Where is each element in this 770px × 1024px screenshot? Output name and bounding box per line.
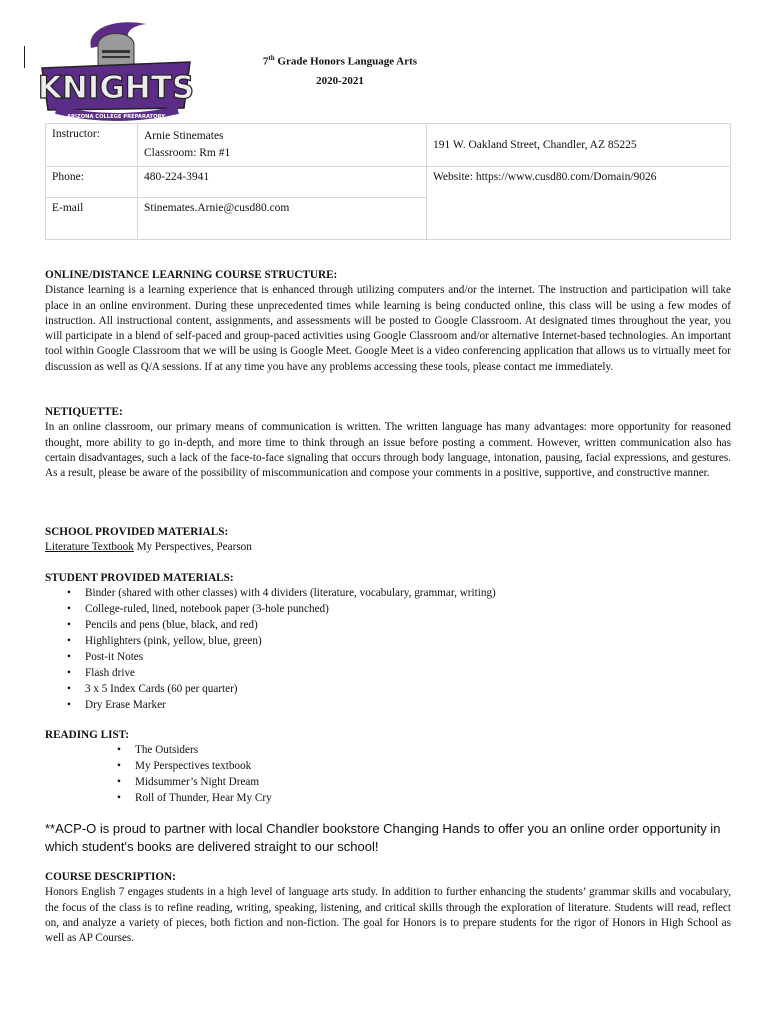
logo-wordmark: KNIGHTS [37,70,195,106]
textbook-label: Literature Textbook [45,541,134,554]
text-cursor [24,46,25,68]
netiquette-heading: NETIQUETTE: [45,406,123,418]
list-item: • My Perspectives textbook [45,759,731,775]
reading-heading: READING LIST: [45,729,130,741]
textbook-value: My Perspectives, Pearson [133,541,252,554]
list-item: • Roll of Thunder, Hear My Cry [45,791,731,807]
list-item: • The Outsiders [45,743,731,759]
list-item: • Post-it Notes [45,650,731,666]
phone-number: 480-224-3941 [138,167,427,198]
list-item: • College-ruled, lined, notebook paper (3-hole punched) [45,602,731,618]
student-materials-section [45,571,731,714]
page-title: 7th Grade Honors Language Arts [262,54,418,68]
list-item: • Highlighters (pink, yellow, blue, green) [45,634,731,650]
instructor-name: Arnie Stinemates [144,130,224,142]
list-item: • 3 x 5 Index Cards (60 per quarter) [45,682,731,698]
school-materials-section [45,525,731,556]
helmet-icon [98,34,134,67]
online-heading: ONLINE/DISTANCE LEARNING COURSE STRUCTURE: [45,269,338,281]
school-year: 2020-2021 [316,75,364,87]
student-materials-heading: STUDENT PROVIDED MATERIALS: [45,572,234,584]
list-item: • Pencils and pens (blue, black, and red) [45,618,731,634]
email-address[interactable]: Stinemates.Arnie@cusd80.com [138,198,427,240]
netiquette-body: In an online classroom, our primary means of communication is written. The written language has many advantages: more opportunity for reasoned thought, more ability to go in-depth, and more time to think through an issue before posting a comment. However, written communication also has certain disadvantages, such a lack of the face-to-face signaling that occurs through body language, intonation, pausing, facial expressions, and gestures. As a result, please be aware of the possibility of miscommunication and compose your comments in a positive, supportive, and constructive manner. [45,421,731,480]
email-label: E-mail [46,198,138,240]
phone-label: Phone: [46,167,138,198]
course-description-section [45,870,731,946]
netiquette-section [45,405,731,481]
school-materials-heading: SCHOOL PROVIDED MATERIALS: [45,526,229,538]
classroom: Classroom: Rm #1 [144,147,231,159]
school-address: 191 W. Oakland Street, Chandler, AZ 85225 [427,124,731,167]
list-item: • Binder (shared with other classes) with 4 dividers (literature, vocabulary, grammar, writing) [45,586,731,602]
course-heading: COURSE DESCRIPTION: [45,871,176,883]
knights-logo [36,18,196,124]
online-body: Distance learning is a learning experience that is enhanced through utilizing computers and/or the internet. The instruction and participation will take place in an online environment. During these unprecedented times while learning is being conducted online, this class will be using a few modes of instruction. All instructional content, assignments, and assessments will be posted to Google Classroom. At designated times throughout the year, you will participate in a blend of self-paced and group-paced activities using Google Classroom and/or alternative Internet-based technologies. An important tool within Google Classroom that we will be using is Google Meet. Google Meet is a video conferencing application that allows us to virtually meet for discussion as well as Q/A sessions. If at any time you have any problems accessing these tools, please contact me immediately. [45,284,731,373]
reading-list-section [45,728,731,807]
acp-note: **ACP-O is proud to partner with local Chandler bookstore Changing Hands to offer you an online order opportunity in which student's books are delivered straight to our school! [45,821,721,854]
list-item: • Flash drive [45,666,731,682]
website[interactable]: Website: https://www.cusd80.com/Domain/9026 [427,167,731,240]
list-item: • Midsummer’s Night Dream [45,775,731,791]
logo-subtext: ARIZONA COLLEGE PREPARATORY [67,114,165,120]
contact-info-table [45,123,731,240]
instructor-label: Instructor: [46,124,138,167]
reading-list [45,743,731,807]
online-learning-section [45,268,731,375]
student-materials-list [45,586,731,713]
list-item: • Dry Erase Marker [45,698,731,714]
course-body: Honors English 7 engages students in a high level of language arts study. In addition to further enhancing the students’ grammar skills and vocabulary, the focus of the class is to refine reading, writing, speaking, listening, and critical skills through the exploration of literature. Students will read, reflect on, and analyze a variety of pieces, both fiction and non-fiction. The goal for Honors is to prepare students for the rigor of Honors in High School as well as AP Courses. [45,886,731,945]
